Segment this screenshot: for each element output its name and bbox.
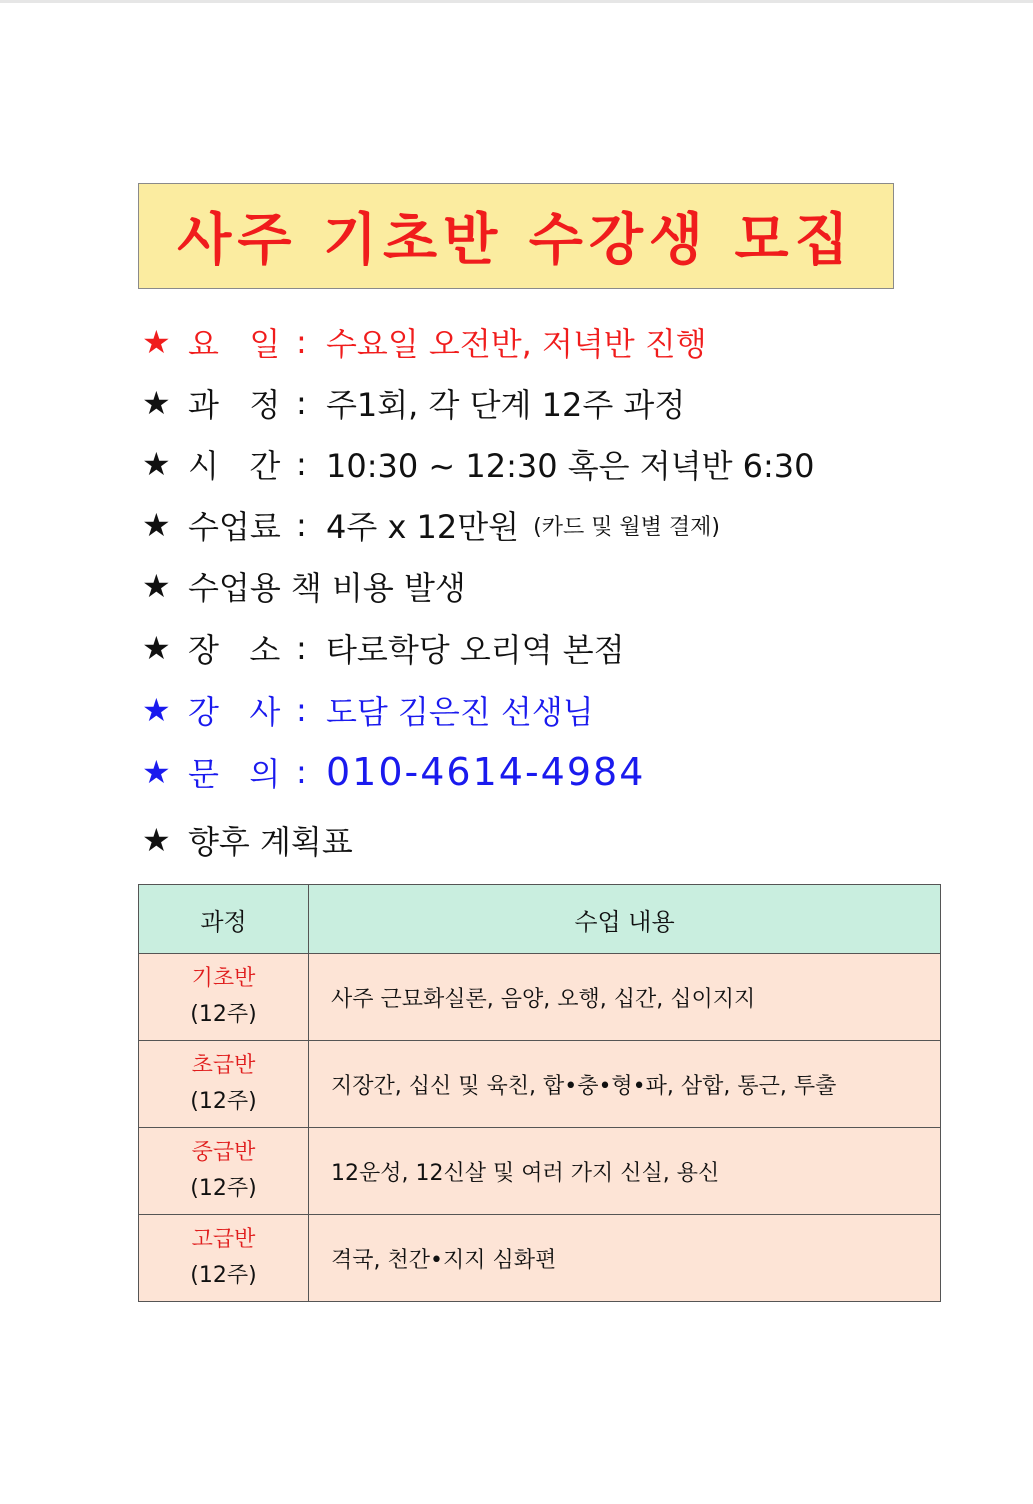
star-icon: ★ <box>142 506 171 544</box>
day-value: 수요일 오전반, 저녁반 진행 <box>326 325 707 363</box>
info-teacher <box>142 686 594 734</box>
info-contact <box>142 748 645 796</box>
teacher-label: 강 사 <box>188 693 281 731</box>
info-book <box>142 562 466 610</box>
info-fee <box>142 501 720 549</box>
place-value: 타로학당 오리역 본점 <box>326 631 625 669</box>
table-row <box>139 1041 941 1128</box>
course-cell <box>139 1041 309 1128</box>
course-weeks: (12주) <box>190 1002 257 1027</box>
book-text: 수업용 책 비용 발생 <box>188 569 466 607</box>
time-value: 10:30 ~ 12:30 혹은 저녁반 6:30 <box>326 447 815 485</box>
fee-value: 4주 x 12만원 <box>326 508 520 546</box>
info-plan-heading <box>142 816 353 864</box>
course-content: 사주 근묘화실론, 음양, 오행, 십간, 십이지지 <box>309 954 941 1041</box>
contact-label: 문 의 <box>188 755 281 793</box>
course-weeks: (12주) <box>190 1263 257 1288</box>
info-place <box>142 624 625 672</box>
day-label: 요 일 <box>188 325 281 363</box>
course-cell <box>139 1128 309 1215</box>
table-row <box>139 954 941 1041</box>
course-name: 초급반 <box>191 1053 256 1078</box>
info-day <box>142 318 707 366</box>
place-label: 장 소 <box>188 631 281 669</box>
course-weeks: (12주) <box>190 1176 257 1201</box>
colon: : <box>296 506 307 544</box>
colon: : <box>296 629 307 667</box>
colon: : <box>296 753 307 791</box>
course-name: 고급반 <box>191 1227 256 1252</box>
plan-table <box>138 884 941 1302</box>
star-icon: ★ <box>142 567 171 605</box>
star-icon: ★ <box>142 753 171 791</box>
course-cell <box>139 1215 309 1302</box>
table-header-row <box>139 885 941 954</box>
course-weeks: (12주) <box>190 1089 257 1114</box>
star-icon: ★ <box>142 821 171 859</box>
header-course: 과정 <box>139 885 309 954</box>
star-icon: ★ <box>142 629 171 667</box>
header-content: 수업 내용 <box>309 885 941 954</box>
colon: : <box>296 384 307 422</box>
course-cell <box>139 954 309 1041</box>
teacher-value: 도담 김은진 선생님 <box>326 693 594 731</box>
plan-heading: 향후 계획표 <box>188 823 353 861</box>
page-title: 사주 기초반 수강생 모집 <box>177 208 855 273</box>
colon: : <box>296 323 307 361</box>
colon: : <box>296 445 307 483</box>
info-time <box>142 440 815 488</box>
title-banner <box>138 183 894 289</box>
table-row <box>139 1128 941 1215</box>
time-label: 시 간 <box>188 447 281 485</box>
course-content: 지장간, 십신 및 육친, 합•충•형•파, 삼합, 통근, 투출 <box>309 1041 941 1128</box>
fee-label: 수업료 <box>188 508 281 546</box>
colon: : <box>296 691 307 729</box>
contact-phone: 010-4614-4984 <box>326 750 646 794</box>
course-name: 기초반 <box>191 966 256 991</box>
star-icon: ★ <box>142 323 171 361</box>
course-value: 주1회, 각 단계 12주 과정 <box>326 386 686 424</box>
star-icon: ★ <box>142 691 171 729</box>
info-course <box>142 379 685 427</box>
fee-note: (카드 및 월별 결제) <box>533 514 721 540</box>
course-content: 격국, 천간•지지 심화편 <box>309 1215 941 1302</box>
course-label: 과 정 <box>188 386 281 424</box>
course-content: 12운성, 12신살 및 여러 가지 신실, 용신 <box>309 1128 941 1215</box>
star-icon: ★ <box>142 445 171 483</box>
star-icon: ★ <box>142 384 171 422</box>
top-divider <box>0 0 1033 3</box>
course-name: 중급반 <box>191 1140 256 1165</box>
table-row <box>139 1215 941 1302</box>
